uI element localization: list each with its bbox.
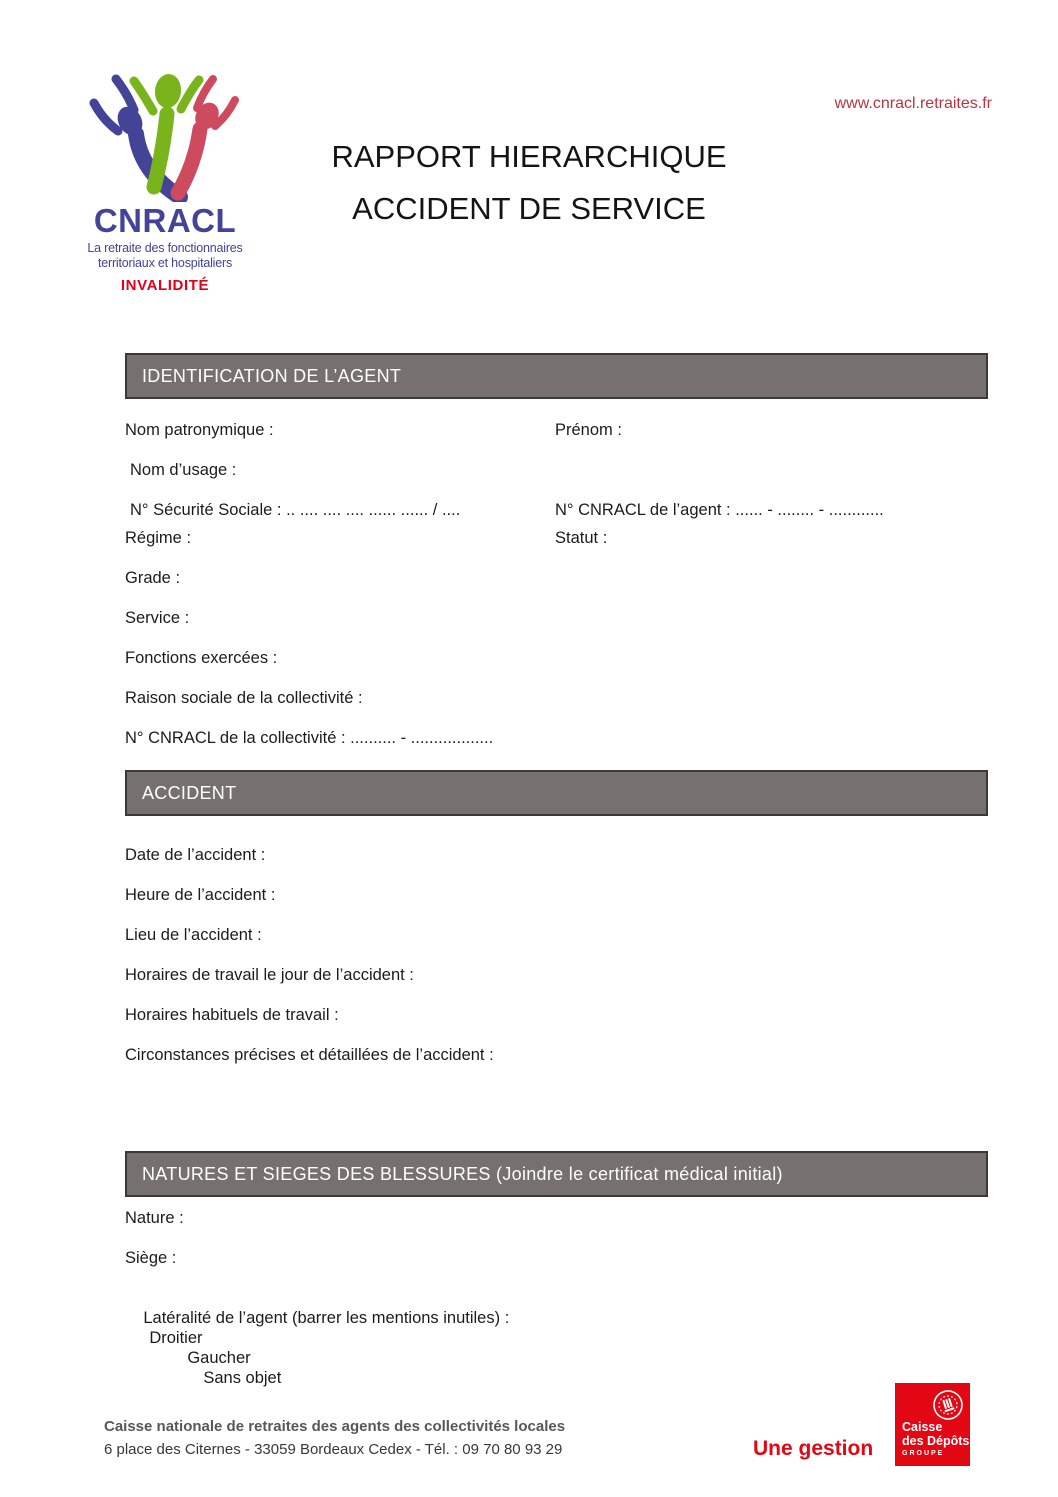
cnracl-tagline bbox=[70, 241, 260, 271]
field-heure-accident: Heure de l’accident : bbox=[125, 886, 276, 904]
field-lieu-accident: Lieu de l’accident : bbox=[125, 926, 262, 944]
section-header-accident: ACCIDENT bbox=[125, 770, 988, 816]
page-title-line1: RAPPORT HIERARCHIQUE bbox=[331, 139, 727, 174]
field-grade: Grade : bbox=[125, 569, 181, 587]
field-num-cnracl-collectivite: N° CNRACL de la collectivité : .......... - .................. bbox=[125, 729, 494, 747]
cdc-logo-line3: GROUPE bbox=[902, 1450, 945, 1457]
field-num-cnracl-agent: N° CNRACL de l’agent : ...... - ........ - ............ bbox=[555, 501, 884, 519]
cdc-logo-line1: Caisse bbox=[902, 1420, 943, 1434]
field-date-accident: Date de l’accident : bbox=[125, 846, 266, 864]
lateralite-option-droitier: Droitier bbox=[149, 1329, 203, 1347]
caisse-des-depots-logo bbox=[895, 1383, 970, 1466]
field-nom-usage: Nom d’usage : bbox=[130, 461, 237, 479]
field-raison-sociale: Raison sociale de la collectivité : bbox=[125, 689, 363, 707]
field-fonctions-exercees: Fonctions exercées : bbox=[125, 649, 278, 667]
field-regime: Régime : bbox=[125, 529, 192, 547]
cnracl-tagline-line1: La retraite des fonctionnaires bbox=[87, 241, 243, 255]
cdc-logo-line2: des Dépôts bbox=[902, 1434, 970, 1448]
field-nature: Nature : bbox=[125, 1209, 184, 1227]
field-nom-patronymique: Nom patronymique : bbox=[125, 421, 274, 439]
lateralite-option-gaucher: Gaucher bbox=[187, 1349, 251, 1367]
field-horaires-jour-accident: Horaires de travail le jour de l’accident : bbox=[125, 966, 414, 984]
field-statut: Statut : bbox=[555, 529, 608, 547]
page-title-line2: ACCIDENT DE SERVICE bbox=[352, 191, 706, 226]
invalidite-badge: INVALIDITÉ bbox=[120, 276, 210, 294]
section-header-identification: IDENTIFICATION DE L’AGENT bbox=[125, 353, 988, 399]
section-header-blessures: NATURES ET SIEGES DES BLESSURES (Joindre le certificat médical initial) bbox=[125, 1151, 988, 1197]
field-horaires-habituels: Horaires habituels de travail : bbox=[125, 1006, 339, 1024]
page-title bbox=[0, 131, 1058, 239]
une-gestion-label: Une gestion bbox=[753, 1437, 874, 1460]
field-siege: Siège : bbox=[125, 1249, 177, 1267]
cdc-seal-icon bbox=[929, 1386, 967, 1424]
field-circonstances: Circonstances précises et détaillées de l’accident : bbox=[125, 1046, 494, 1064]
field-lateralite-label: Latéralité de l’agent (barrer les mentions inutiles) : bbox=[143, 1309, 510, 1327]
field-num-securite-sociale: N° Sécurité Sociale : .. .... .... .... ...... ...... / .... bbox=[130, 501, 461, 519]
footer-org-address: 6 place des Citernes - 33059 Bordeaux Cedex - Tél. : 09 70 80 93 29 bbox=[104, 1441, 563, 1458]
cnracl-brand: CNRACL bbox=[93, 202, 237, 239]
cnracl-tagline-line2: territoriaux et hospitaliers bbox=[97, 255, 233, 270]
field-lateralite bbox=[125, 1288, 509, 1408]
field-service: Service : bbox=[125, 609, 190, 627]
field-prenom: Prénom : bbox=[555, 421, 622, 439]
lateralite-option-sans-objet: Sans objet bbox=[203, 1369, 282, 1387]
website-url: www.cnracl.retraites.fr bbox=[834, 95, 992, 112]
footer-org-name: Caisse nationale de retraites des agents des collectivités locales bbox=[104, 1418, 566, 1435]
